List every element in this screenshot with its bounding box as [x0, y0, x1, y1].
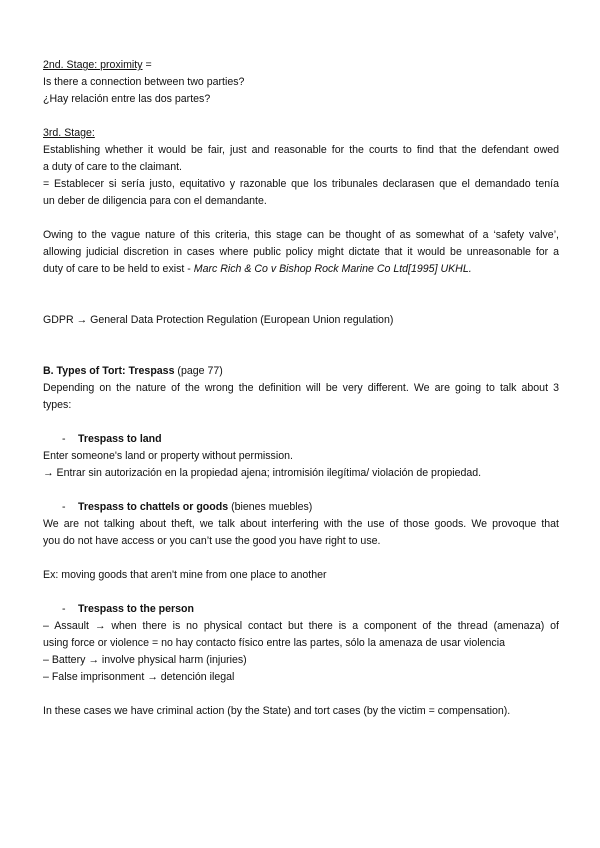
section-b-heading-line — [43, 363, 559, 380]
trespass-chattels-text-line: you do not have access or you can’t use the good you have right to use. — [43, 535, 381, 547]
section-b-intro-line: types: — [43, 399, 72, 411]
trespass-chattels-text-line: We are not talking about theft, we talk about interfering with the use of those goods. We provoque that — [43, 518, 559, 530]
stage3-text-line: = Establecer si sería justo, equitativo y razonable que los tribunales declarasen que el demandado tenía — [43, 178, 559, 190]
stage2-heading-line — [43, 57, 559, 74]
section-b-heading: B. Types of Tort: Trespass — [43, 365, 175, 377]
stage2-heading-suffix: = — [142, 59, 152, 71]
stage2-heading: 2nd. Stage: proximity — [43, 59, 143, 71]
trespass-land-title: Trespass to land — [78, 433, 162, 445]
stage2-question-es: ¿Hay relación entre las dos partes? — [43, 93, 211, 105]
trespass-person-title: Trespass to the person — [78, 603, 194, 615]
stage3-text-line: un deber de diligencia para con el demandante. — [43, 195, 267, 207]
stage2-question-en: Is there a connection between two parties? — [43, 76, 245, 88]
owing-paragraph-line — [43, 261, 559, 278]
stage3-text-line: a duty of care to the claimant. — [43, 161, 182, 173]
trespass-land-translation: → Entrar sin autorización en la propiedad ajena; intromisión ilegítima/ violación de propiedad. — [43, 467, 482, 479]
owing-paragraph-line: Owing to the vague nature of this criteria, this stage can be thought of as somewhat of a ‘safety valve’, — [43, 229, 559, 241]
owing-paragraph-line: allowing judicial discretion in cases where public policy might dictate that it would be unreasonable for a — [43, 246, 559, 258]
bullet-dash: - — [62, 501, 66, 513]
battery-line: – Battery → involve physical harm (injuries) — [43, 654, 247, 666]
section-b-intro-line: Depending on the nature of the wrong the definition will be very different. We are going to talk about 3 — [43, 382, 559, 394]
trespass-chattels-example: Ex: moving goods that aren't mine from one place to another — [43, 569, 327, 581]
stage3-heading: 3rd. Stage: — [43, 127, 95, 139]
assault-line: using force or violence = no hay contacto físico entre las partes, sólo la amenaza de usar violencia — [43, 637, 505, 649]
gdpr-definition: GDPR → General Data Protection Regulation (European Union regulation) — [43, 314, 394, 326]
bullet-trespass-land — [43, 431, 559, 448]
document-body — [43, 57, 559, 720]
section-b-page-ref: (page 77) — [174, 365, 223, 377]
owing-text: duty of care to be held to exist - — [43, 263, 194, 275]
assault-line: – Assault → when there is no physical contact but there is a component of the thread (amenaza) of — [43, 620, 559, 632]
trespass-land-definition: Enter someone's land or property without permission. — [43, 450, 293, 462]
stage3-text-line: Establishing whether it would be fair, just and reasonable for the courts to find that the defendant owed — [43, 144, 559, 156]
bullet-dash: - — [62, 433, 66, 445]
false-imprisonment-line: – False imprisonment → detención ilegal — [43, 671, 235, 683]
closing-line: In these cases we have criminal action (by the State) and tort cases (by the victim = compensation). — [43, 705, 511, 717]
bullet-trespass-chattels — [43, 499, 559, 516]
bullet-trespass-person — [43, 601, 559, 618]
trespass-chattels-suffix: (bienes muebles) — [228, 501, 313, 513]
bullet-dash: - — [62, 603, 66, 615]
case-citation: Marc Rich & Co v Bishop Rock Marine Co Ltd[1995] UKHL. — [193, 263, 472, 275]
trespass-chattels-title: Trespass to chattels or goods — [78, 501, 229, 513]
